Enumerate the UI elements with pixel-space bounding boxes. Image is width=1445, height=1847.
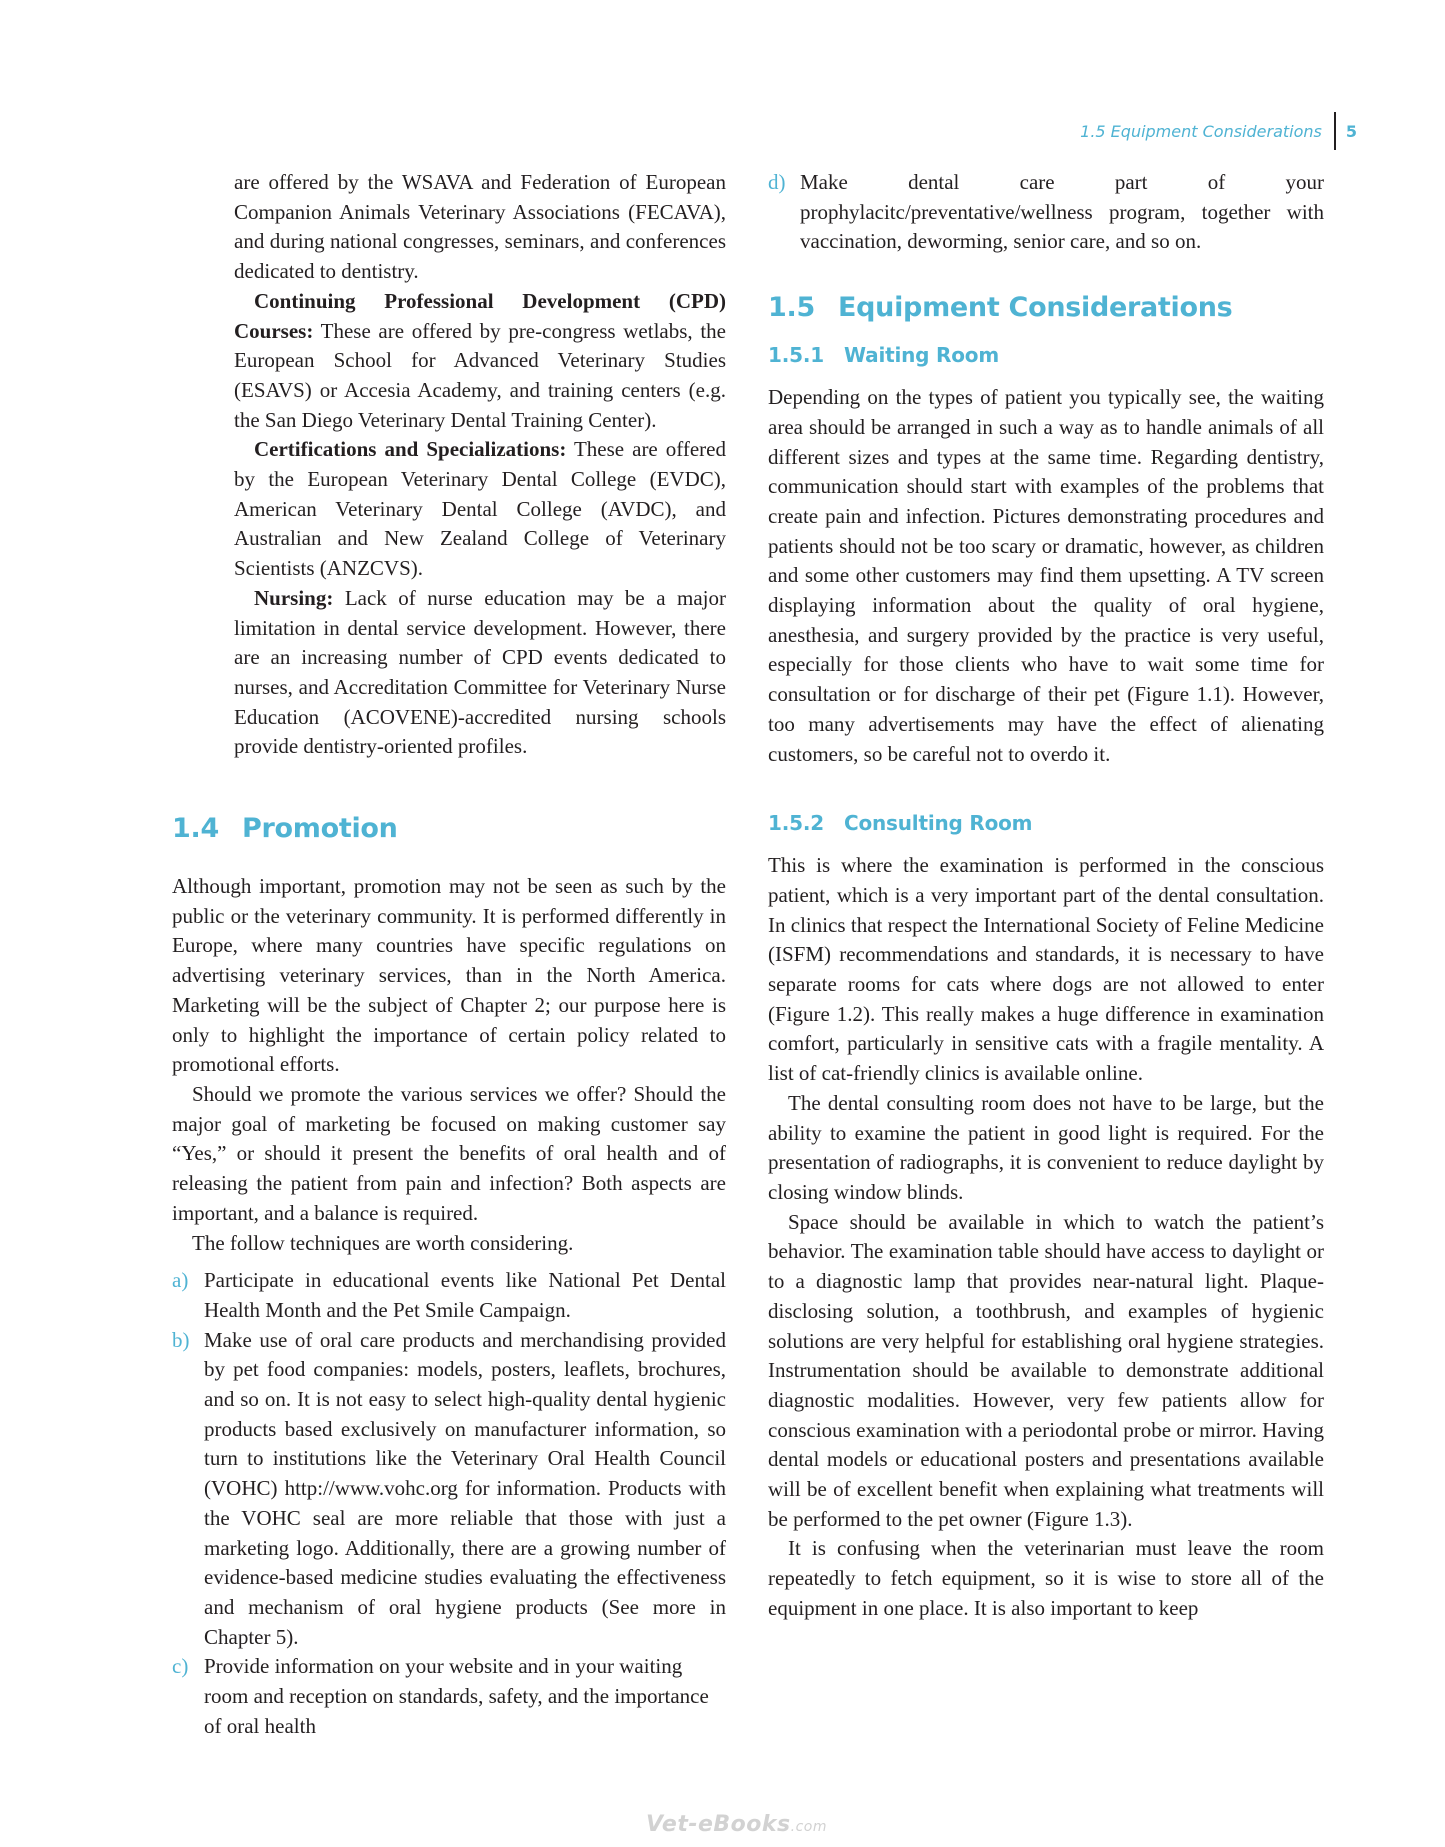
list-item-text: Make dental care part of your prophylacitc/preventative/wellness program, together with vaccination, deworming, senior care, and so on. [800,170,1324,254]
waiting-room-paragraph: Depending on the types of patient you typically see, the waiting area should be arranged in such a way as to handle animals of all different sizes and types at the same time. Regarding dentistry, communication should start with examples of the problems that create pain and infection. Pictures demonstrating procedures and patients should not be too scary or dramatic, however, as children and some other customers may find them upsetting. A TV screen displaying information about the quality of oral hygiene, anesthesia, and surgery provided by the practice is very useful, especially for those clients who have to wait some time for consultation or for discharge of their pet (Figure 1.1). However, too many advertisements may have the effect of alienating customers, so be careful not to overdo it. [768,385,1324,766]
cpd-text: These are offered by pre-congress wetlabs, the European School for Advanced Veterinary Studies (ESAVS) or Accesia Academy, and training centers (e.g. the San Diego Veterinary Dental Training Center). [234,318,726,432]
page-number: 5 [1345,121,1357,141]
page-header [1080,112,1357,150]
subsection-heading-1-5-1 [768,341,1324,369]
nursing-paragraph [234,584,726,762]
list-item [172,1266,726,1325]
certifications-paragraph [234,435,726,584]
certifications-term: Certifications and Specializations: [254,437,567,462]
consulting-paragraph-4: It is confusing when the veterinarian must leave the room repeatedly to fetch equipment, so it is wise to store all of the equipment in one place. It is also important to keep [768,1536,1324,1620]
list-item-text: Make use of oral care products and merchandising provided by pet food companies: models, posters, leaflets, brochures, and so on. It is not easy to select high-quality dental hygienic products based exclusively on manufacturer information, so turn to institutions like the Veterinary Oral Health Council (VOHC) http://www.vohc.org for information. Products with the VOHC seal are more reliable that those with just a marketing logo. Additionally, there are a growing number of evidence-based medicine studies evaluating the effectiveness and mechanism of oral hygiene products (See more in Chapter 5). [204,1327,726,1649]
consulting-paragraph-2: The dental consulting room does not have to be large, but the ability to examine the patient in good light is required. For the presentation of radiographs, it is convenient to reduce daylight by closing window blinds. [768,1090,1324,1204]
certifications-text: These are offered by the European Veterinary Dental College (EVDC), American Veterinary Dental College (AVDC), and Australian and New Zealand College of Veterinary Scientists (ANZCVS). [234,437,727,581]
promotion-paragraph-3: The follow techniques are worth considering. [192,1230,574,1255]
subsection-heading-1-5-2 [768,809,1324,837]
technique-list-continued [768,168,1324,257]
section-heading-1-5 [768,291,1324,325]
intro-paragraph: are offered by the WSAVA and Federation of European Companion Animals Veterinary Associations (FECAVA), and during national congresses, seminars, and conferences dedicated to dentistry. [234,170,726,284]
promotion-paragraph-2: Should we promote the various services we offer? Should the major goal of marketing be focused on making customer say “Yes,” or should it present the benefits of oral health and of releasing the patient from pain and infection? Both aspects are important, and a balance is required. [172,1081,726,1225]
subsection-title: Waiting Room [844,343,999,368]
watermark-brand: Vet-eBooks [646,1812,791,1837]
watermark-logo [646,1812,827,1837]
list-marker: d) [768,170,786,194]
section-title: Promotion [242,813,398,845]
subsection-number: 1.5.2 [768,811,824,836]
consulting-paragraph-3: Space should be available in which to watch the patient’s behavior. The examination table should have access to daylight or to a diagnostic lamp that provides near-natural light. Plaque-disclosing solution, a toothbrush, and examples of hygienic solutions are very helpful for establishing oral hygiene strategies. Instrumentation should be available to demonstrate additional diagnostic modalities. However, very few patients allow for conscious examination with a periodontal probe or mirror. Having dental models or educational posters and presentations available will be of excellent benefit when explaining what treatments will be performed to the pet owner (Figure 1.3). [768,1209,1324,1531]
nursing-text: Lack of nurse education may be a major limitation in dental service development. However, there are an increasing number of CPD events dedicated to nurses, and Accreditation Committee for Veterinary Nurse Education (ACOVENE)-accredited nursing schools provide dentistry-oriented profiles. [234,585,726,759]
consulting-paragraph-1: This is where the examination is performed in the conscious patient, which is a very important part of the dental consultation. In clinics that respect the International Society of Feline Medicine (ISFM) recommendations and standards, it is necessary to have separate rooms for cats where dogs are not allowed to enter (Figure 1.2). This really makes a huge difference in examination comfort, particularly in sensitive cats with a fragile mentality. A list of cat-friendly clinics is available online. [768,853,1324,1086]
watermark-suffix: .com [790,1819,827,1835]
list-marker: c) [172,1654,189,1679]
list-item [172,1652,726,1741]
technique-list [172,1266,726,1741]
list-item-text: Provide information on your website and in your waiting room and reception on standards, safety, and the importance of oral health [204,1654,709,1738]
subsection-number: 1.5.1 [768,343,824,368]
list-item [768,168,1324,257]
running-head: 1.5 Equipment Considerations [1080,121,1322,141]
nursing-term: Nursing: [254,585,334,610]
list-marker: b) [172,1327,190,1352]
lead-block [172,168,726,762]
section-number: 1.5 [768,292,815,324]
section-number: 1.4 [172,813,219,845]
cpd-term: Continuing Professional Development (CPD) Courses: [234,288,726,343]
right-column [768,168,1324,1624]
subsection-title: Consulting Room [844,811,1033,836]
promotion-paragraph-1: Although important, promotion may not be seen as such by the public or the veterinary community. It is performed differently in Europe, where many countries have specific regulations on advertising veterinary services, than in the North America. Marketing will be the subject of Chapter 2; our purpose here is only to highlight the importance of certain policy related to promotional efforts. [172,874,726,1077]
section-heading-1-4 [172,812,726,846]
left-column [172,168,726,1741]
list-item [172,1326,726,1653]
cpd-paragraph [234,287,726,436]
section-title: Equipment Considerations [838,292,1233,324]
list-item-text: Participate in educational events like National Pet Dental Health Month and the Pet Smile Campaign. [204,1268,726,1322]
list-marker: a) [172,1268,189,1293]
